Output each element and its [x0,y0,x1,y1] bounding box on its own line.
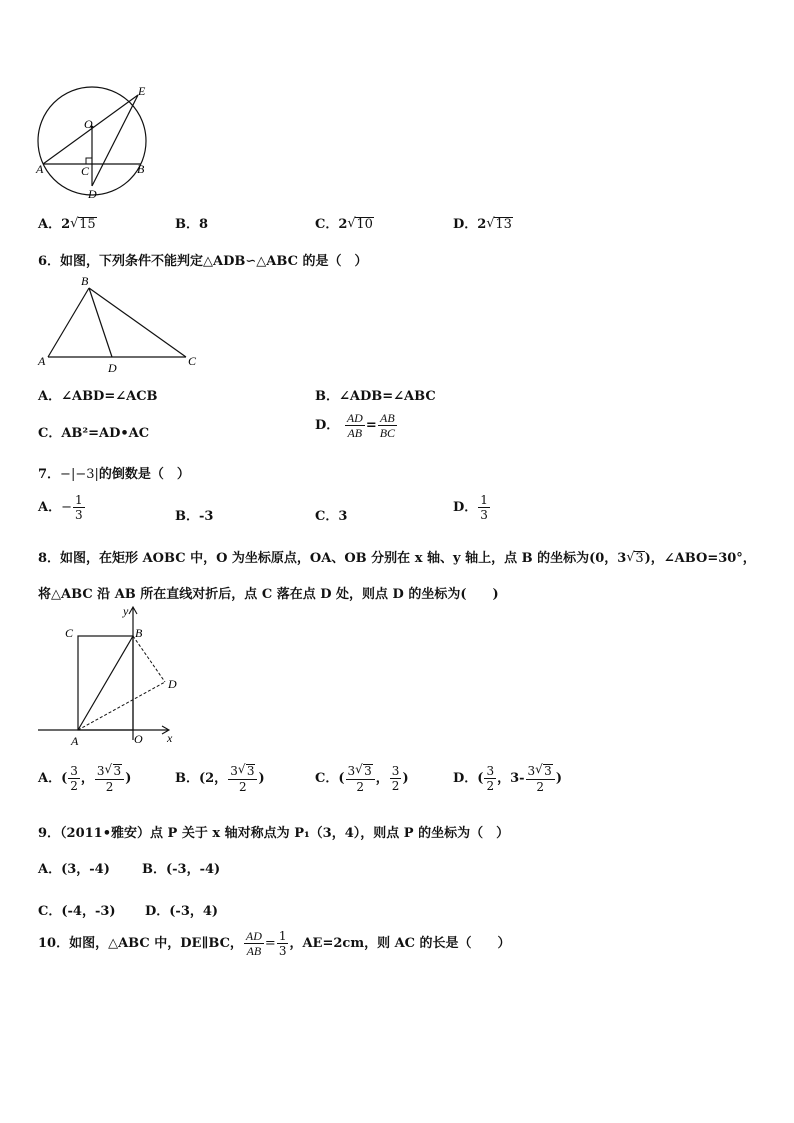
label-c: C [81,164,90,178]
q7-option-d: D． $\frac{1}{3}$ [453,493,488,522]
q5-option-b: B．8 [175,217,209,232]
q5-circle-figure [30,82,160,207]
q10-stem: 10．如图，△ABC 中，DE∥BC， $\frac{AD}{AB}$ = $\frac{1}{3}$ ，AE=2cm，则 AC 的长是（ ） [38,929,511,958]
label-y: y [123,604,129,618]
q6-option-d: D． $\frac{AD}{AB}$ = $\frac{AB}{BC}$ [315,411,396,440]
side-bc [89,288,186,357]
label-x: x [167,731,173,745]
q7-option-b: B．-3 [175,509,214,524]
label-a: A [71,734,79,748]
q9-option-d: D．(-3，4) [145,904,219,919]
q6-stem: 6．如图，下列条件不能判定△ADB∽△ABC 的是（ ） [38,254,368,269]
label-d: D [108,361,117,373]
side-ab [48,288,89,357]
q7-expression: −|−3| [60,467,99,482]
q8-option-d: D．( $\frac{3}{2}$ ，3- $\frac{3√ 3}{2}$ ) [453,764,562,793]
q6-option-a: A．∠ABD=∠ACB [38,389,158,404]
segment-bd [89,288,112,357]
q8-stem-line1: 8．如图，在矩形 AOBC 中，O 为坐标原点，OA、OB 分别在 x 轴、y 轴上，点 B 的坐标为(0，3√ 3)，∠ABO=30°， [38,547,756,566]
q9-stem: 9．（2011•雅安）点 P 关于 x 轴对称点为 P₁（3，4），则点 P 的坐标为（ ） [38,826,510,841]
q9-option-b: B．(-3，-4) [142,862,221,877]
q8-option-c: C．( $\frac{3√ 3}{2}$ ， $\frac{3}{2}$ ) [315,764,409,793]
label-c: C [65,626,74,640]
label-b: B [137,162,145,176]
segment-ed [92,95,138,186]
label-b: B [135,626,143,640]
q6-option-c: C．AB²=AD•AC [38,426,150,441]
label-o: O [134,732,143,746]
q5-option-c: C．2√ 10 [315,213,374,232]
q8-option-b: B．(2， $\frac{3√ 3}{2}$ ) [175,764,265,793]
q7-option-a: A．− $\frac{1}{3}$ [38,493,83,522]
q8-stem-line2: 将△ABC 沿 AB 所在直线对折后，点 C 落在点 D 处，则点 D 的坐标为( ) [38,587,499,602]
label-d: D [168,677,177,691]
label-b: B [81,274,89,288]
q9-option-c: C．(-4，-3) [38,904,116,919]
label-o: O [84,117,93,131]
q7-stem: 7．−|−3|的倒数是（ ） [38,467,190,482]
q8-option-a: A．( $\frac{3}{2}$ ， $\frac{3√ 3}{2}$ ) [38,764,131,793]
q5-option-a: A．2√ 15 [38,213,97,232]
label-d: D [88,187,97,201]
label-e: E [138,84,146,98]
label-a: A [36,162,44,176]
diagonal-ab [78,636,133,730]
q6-option-b: B．∠ADB=∠ABC [315,389,436,404]
q8-coordinate-figure [36,604,186,749]
label-a: A [38,354,46,368]
label-c: C [188,354,197,368]
segment-ad-dashed [78,682,165,730]
q7-option-c: C．3 [315,509,348,524]
q5-option-d: D．2√ 13 [453,213,513,232]
segment-bd-dashed [133,636,165,682]
q6-triangle-figure [34,273,204,373]
q9-option-a: A．(3，-4) [38,862,110,877]
